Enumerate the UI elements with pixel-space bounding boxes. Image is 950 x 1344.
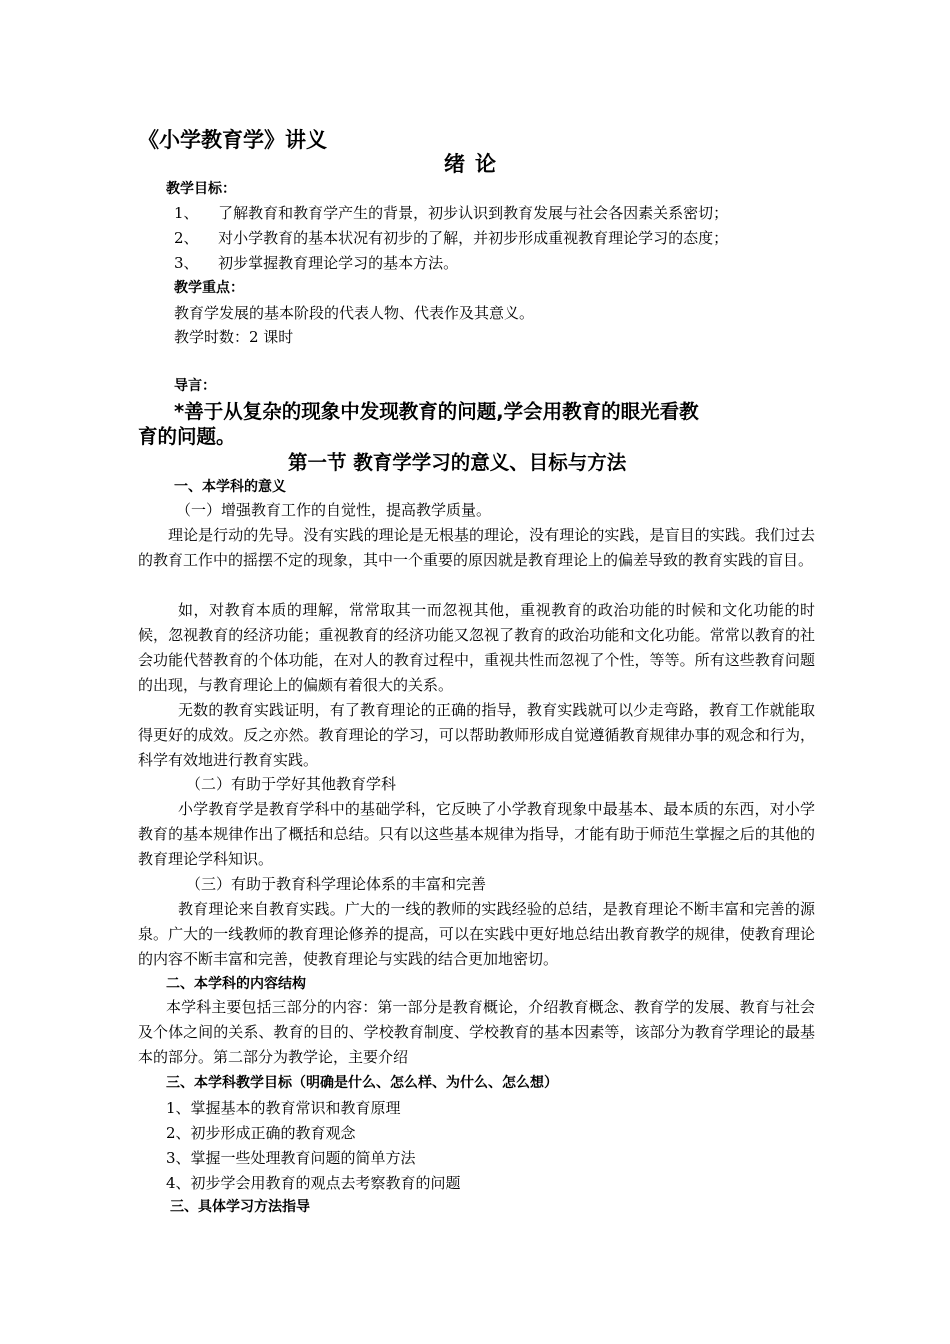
goal-3: 3、掌握一些处理教育问题的简单方法 bbox=[166, 1149, 416, 1167]
paragraph-2: 如，对教育本质的理解，常常取其一而忽视其他，重视教育的政治功能的时候和文化功能的时候，忽视教育的经济功能；重视教育的经济功能又忽视了教育的政治功能和文化功能。常常以教育的社会功能代替教育的个体功能，在对人的教育过程中，重视共性而忽视了个性，等等。所有这些教育问题的出现，与教育理论上的偏颇有着很大的关系。 bbox=[138, 601, 815, 694]
subsection-2: （二）有助于学好其他教育学科 bbox=[186, 775, 397, 793]
part-1-title: 一、本学科的意义 bbox=[174, 479, 286, 495]
goal-2: 2、初步形成正确的教育观念 bbox=[166, 1124, 356, 1142]
focus-label: 教学重点： bbox=[174, 280, 244, 296]
document-title: 《小学教育学》讲义 bbox=[138, 127, 327, 152]
part-4-title: 三、具体学习方法指导 bbox=[170, 1199, 310, 1215]
objective-1 bbox=[174, 203, 728, 223]
intro-label: 导言： bbox=[174, 378, 216, 394]
objective-text: 了解教育和教育学产生的背景，初步认识到教育发展与社会各因素关系密切； bbox=[218, 204, 729, 222]
part-2-title: 二、本学科的内容结构 bbox=[166, 976, 306, 992]
focus-text: 教育学发展的基本阶段的代表人物、代表作及其意义。 bbox=[174, 304, 535, 322]
subsection-3: （三）有助于教育科学理论体系的丰富和完善 bbox=[186, 875, 487, 893]
paragraph-6: 本学科主要包括三部分的内容：第一部分是教育概论，介绍教育概念、教育学的发展、教育与社会及个体之间的关系、教育的目的、学校教育制度、学校教育的基本因素等，该部分为教育学理论的最基本的部分。第二部分为教学论，主要介绍 bbox=[138, 998, 815, 1066]
objective-number: 1、 bbox=[174, 204, 199, 222]
intro-line-1: *善于从复杂的现象中发现教育的问题,学会用教育的眼光看教 bbox=[174, 400, 699, 423]
goal-1: 1、掌握基本的教育常识和教育原理 bbox=[166, 1099, 401, 1117]
paragraph-5: 教育理论来自教育实践。广大的一线的教师的实践经验的总结，是教育理论不断丰富和完善的源泉。广大的一线教师的教育理论修养的提高，可以在实践中更好地总结出教育教学的规律，使教育理论的内容不断丰富和完善，使教育理论与实践的结合更加地密切。 bbox=[138, 900, 815, 968]
teaching-hours: 教学时数：2 课时 bbox=[174, 328, 294, 346]
objective-3 bbox=[174, 253, 458, 273]
subsection-1: （一）增强教育工作的自觉性，提高教学质量。 bbox=[176, 501, 492, 519]
goal-4: 4、初步学会用教育的观点去考察教育的问题 bbox=[166, 1174, 461, 1192]
paragraph-1: 理论是行动的先导。没有实践的理论是无根基的理论，没有理论的实践，是盲目的实践。我们过去的教育工作中的摇摆不定的现象，其中一个重要的原因就是教育理论上的偏差导致的教育实践的盲目。 bbox=[138, 526, 815, 569]
objective-number: 2、 bbox=[174, 229, 199, 247]
section-1-title: 第一节 教育学学习的意义、目标与方法 bbox=[288, 451, 627, 474]
objectives-label: 教学目标： bbox=[166, 181, 236, 197]
objective-2 bbox=[174, 228, 728, 248]
chapter-title: 绪论 bbox=[444, 151, 506, 176]
intro-line-2: 育的问题。 bbox=[138, 425, 236, 448]
objective-number: 3、 bbox=[174, 254, 199, 272]
paragraph-3: 无数的教育实践证明，有了教育理论的正确的指导，教育实践就可以少走弯路，教育工作就能取得更好的成效。反之亦然。教育理论的学习，可以帮助教师形成自觉遵循教育规律办事的观念和行为，科学有效地进行教育实践。 bbox=[138, 701, 815, 769]
objective-text: 对小学教育的基本状况有初步的了解，并初步形成重视教育理论学习的态度； bbox=[218, 229, 729, 247]
part-3-title: 三、本学科教学目标（明确是什么、怎么样、为什么、怎么想） bbox=[166, 1075, 558, 1091]
paragraph-4: 小学教育学是教育学科中的基础学科，它反映了小学教育现象中最基本、最本质的东西，对小学教育的基本规律作出了概括和总结。只有以这些基本规律为指导，才能有助于师范生掌握之后的其他的教育理论学科知识。 bbox=[138, 800, 815, 868]
objective-text: 初步掌握教育理论学习的基本方法。 bbox=[218, 254, 459, 272]
